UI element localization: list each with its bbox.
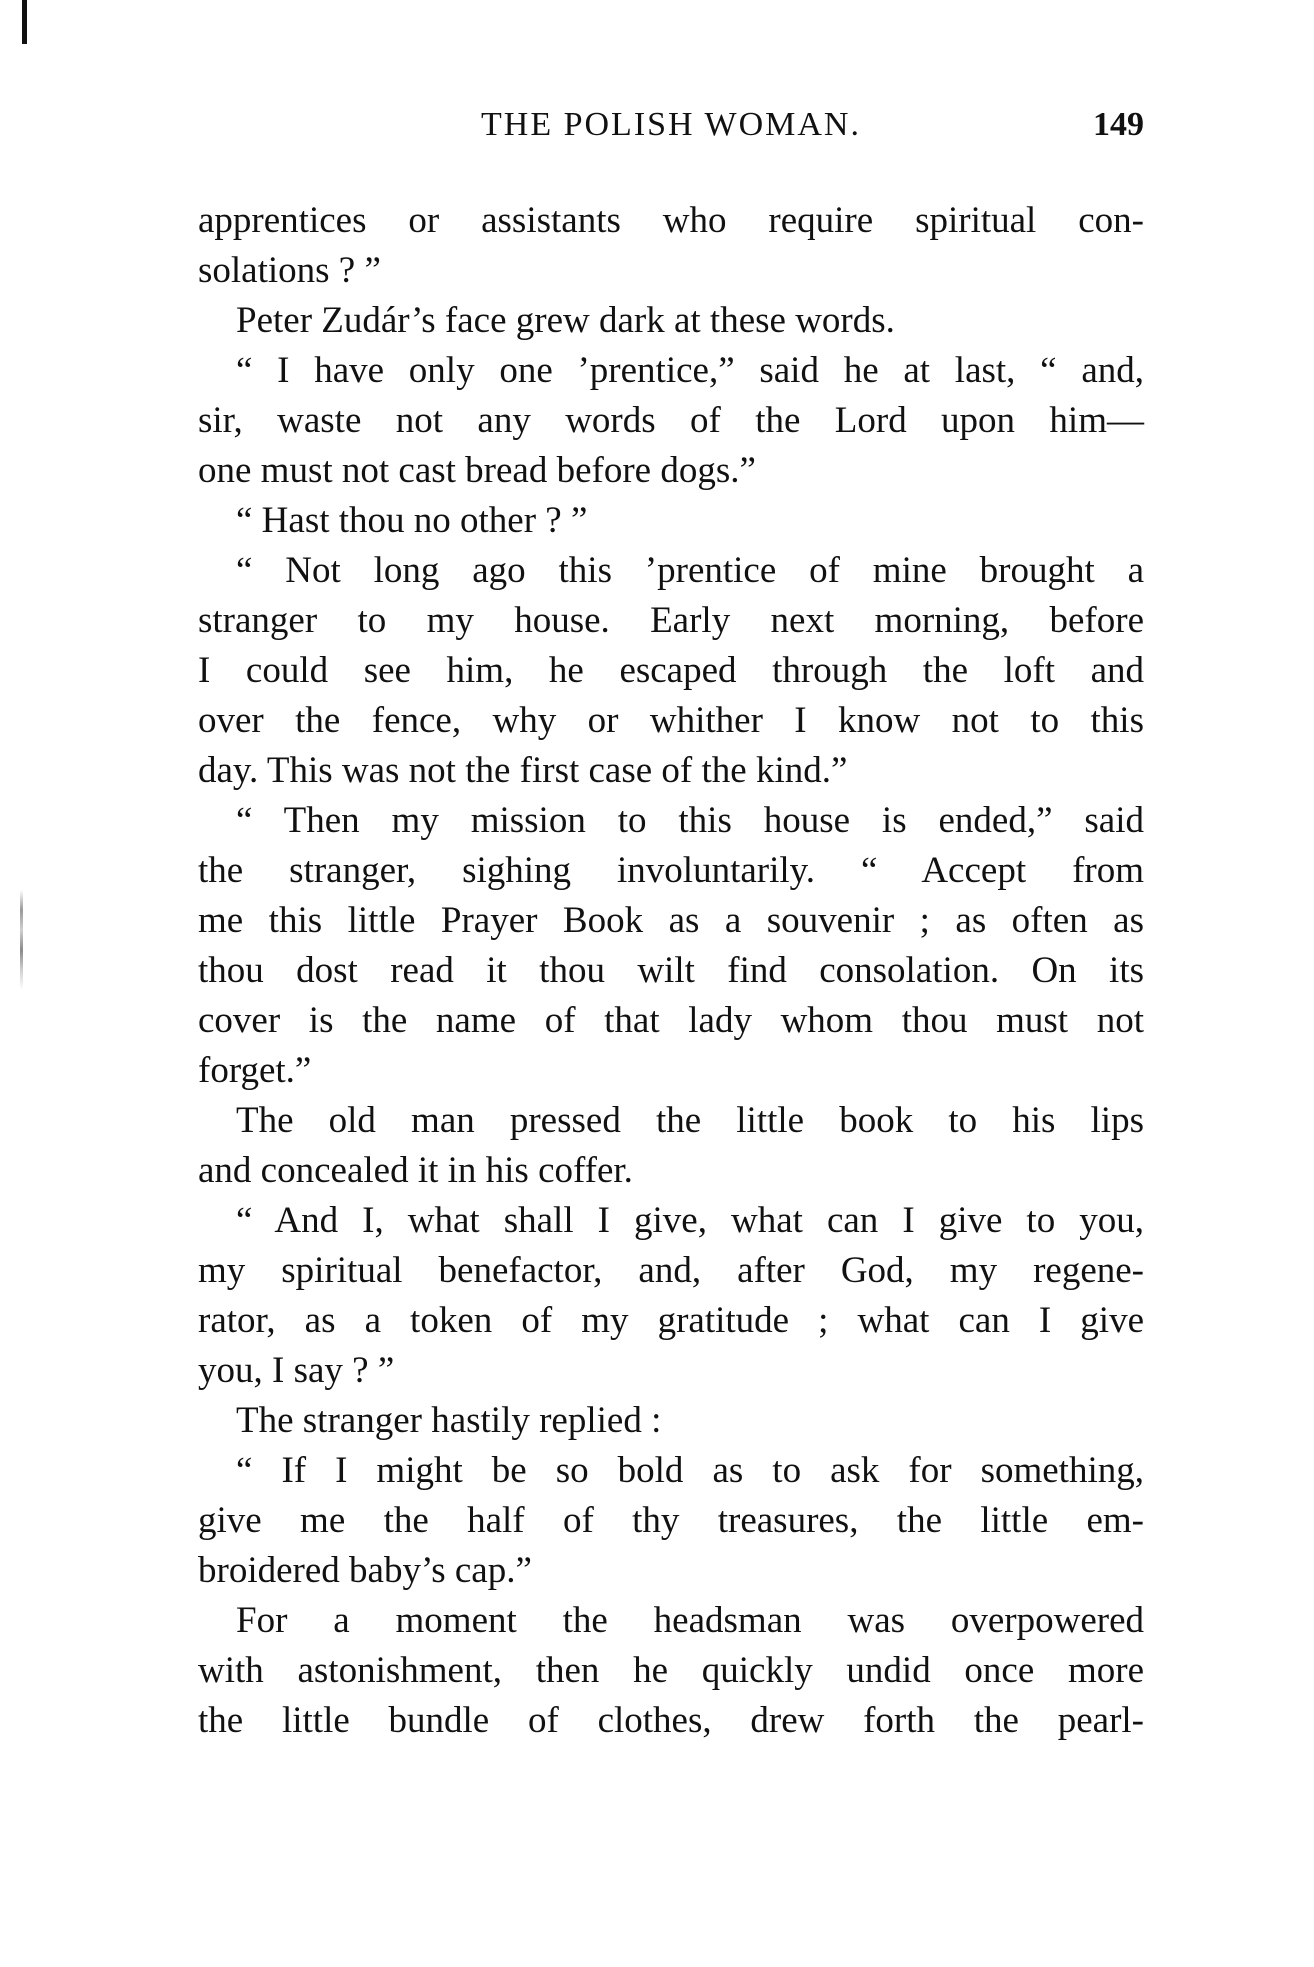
page-number: 149 xyxy=(1093,106,1144,143)
text-line: “ Hast thou no other ? ” xyxy=(236,500,588,541)
text-line: you, I say ? ” xyxy=(198,1350,395,1391)
text-line: cover is the name of that lady whom thou must not xyxy=(198,1000,1144,1041)
text-line: “ I have only one ’prentice,” said he at last, “ and, xyxy=(236,350,1144,391)
text-line: “ Then my mission to this house is ended,” said xyxy=(236,800,1144,841)
text-line: with astonishment, then he quickly undid once more xyxy=(198,1650,1144,1691)
text-line: day. This was not the first case of the kind.” xyxy=(198,750,848,791)
text-line: sir, waste not any words of the Lord upon him— xyxy=(198,400,1144,441)
margin-speck xyxy=(20,890,23,990)
text-line: apprentices or assistants who require spiritual con- xyxy=(198,200,1144,241)
text-line: one must not cast bread before dogs.” xyxy=(198,450,756,491)
text-line: over the fence, why or whither I know not to this xyxy=(198,700,1144,741)
text-line: For a moment the headsman was overpowered xyxy=(236,1600,1144,1641)
running-title: THE POLISH WOMAN. xyxy=(481,106,861,143)
text-line: “ Not long ago this ’prentice of mine brought a xyxy=(236,550,1144,591)
text-line: I could see him, he escaped through the loft and xyxy=(198,650,1144,691)
text-line: and concealed it in his coffer. xyxy=(198,1150,633,1191)
text-line: The stranger hastily replied : xyxy=(236,1400,662,1441)
text-line: thou dost read it thou wilt find consolation. On its xyxy=(198,950,1144,991)
text-line: the little bundle of clothes, drew forth the pearl- xyxy=(198,1700,1144,1741)
text-line: the stranger, sighing involuntarily. “ Accept from xyxy=(198,850,1144,891)
text-line: “ And I, what shall I give, what can I give to you, xyxy=(236,1200,1144,1241)
body-text xyxy=(198,196,1144,1746)
page-header xyxy=(198,106,1144,156)
text-line: broidered baby’s cap.” xyxy=(198,1550,532,1591)
text-line: forget.” xyxy=(198,1050,312,1091)
text-line: Peter Zudár’s face grew dark at these words. xyxy=(236,300,895,341)
page-edge-mark xyxy=(22,0,27,44)
text-line: “ If I might be so bold as to ask for something, xyxy=(236,1450,1144,1491)
text-line: solations ? ” xyxy=(198,250,381,291)
text-line: my spiritual benefactor, and, after God, my regene- xyxy=(198,1250,1144,1291)
text-line: give me the half of thy treasures, the little em- xyxy=(198,1500,1144,1541)
text-line: me this little Prayer Book as a souvenir ; as often as xyxy=(198,900,1144,941)
text-line: stranger to my house. Early next morning, before xyxy=(198,600,1144,641)
text-line: The old man pressed the little book to his lips xyxy=(236,1100,1144,1141)
text-line: rator, as a token of my gratitude ; what can I give xyxy=(198,1300,1144,1341)
